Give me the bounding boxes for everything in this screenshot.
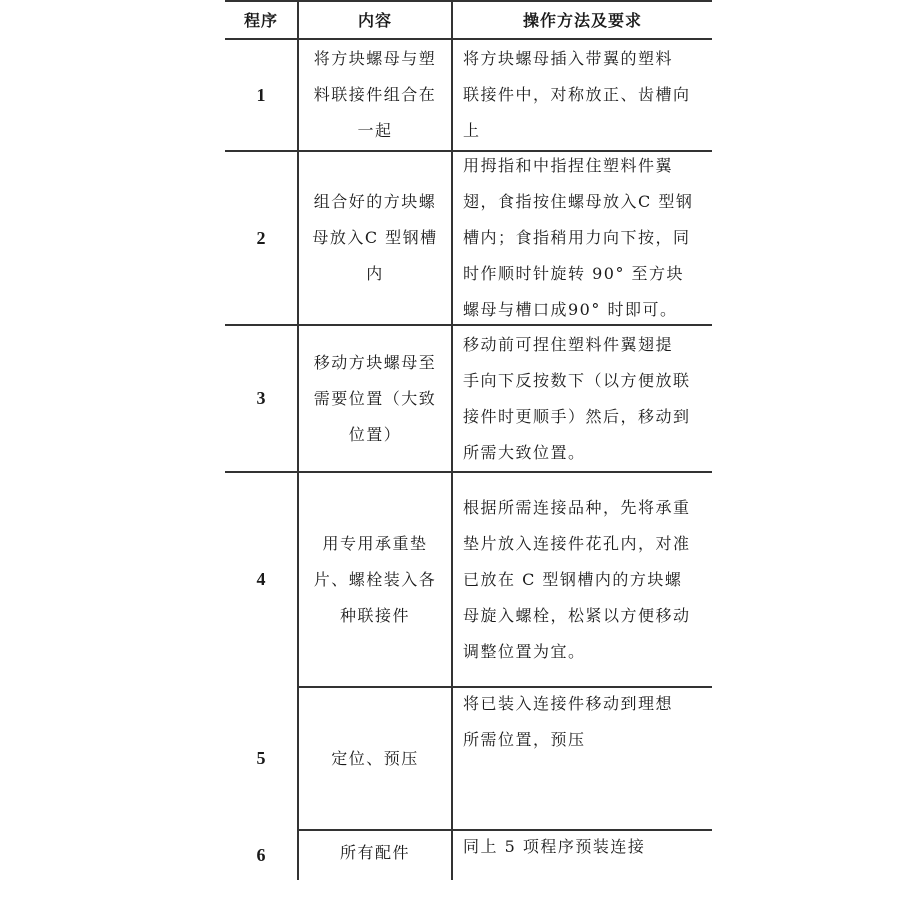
row-step-number: 3 <box>256 388 266 408</box>
row-method: 将方块螺母插入带翼的塑料 联接件中，对称放正、齿槽向 上 <box>463 49 691 140</box>
row-content: 所有配件 <box>339 843 410 862</box>
row-method: 同上 5 项程序预装连接 <box>463 837 646 856</box>
header-content: 内容 <box>357 10 392 30</box>
row-method: 根据所需连接品种，先将承重 垫片放入连接件花孔内，对准 已放在 C 型钢槽内的方块螺 母旋入螺栓，松紧以方便移动 调整位置为宜。 <box>463 497 691 661</box>
row-content: 定位、预压 <box>331 748 419 768</box>
row-step-number: 6 <box>256 845 266 865</box>
column-divider <box>451 0 453 880</box>
row-method: 移动前可捏住塑料件翼翅提 手向下反按数下（以方便放联 接件时更顺手）然后，移动到 所需大致位置。 <box>463 334 691 462</box>
procedure-table <box>225 0 712 880</box>
row-method: 将已装入连接件移动到理想 所需位置，预压 <box>463 694 674 749</box>
row-content: 将方块螺母与塑 料联接件组合在 一起 <box>313 49 437 140</box>
row-method: 用拇指和中指捏住塑料件翼 翅，食指按住螺母放入C 型钢 槽内；食指稍用力向下按，同 时作顺时针旋转 90° 至方块 螺母与槽口成90° 时即可。 <box>463 156 694 319</box>
row-content: 组合好的方块螺 母放入C 型钢槽 内 <box>312 192 438 283</box>
header-method: 操作方法及要求 <box>522 10 642 30</box>
row-step-number: 1 <box>256 84 266 105</box>
row-step-number: 4 <box>256 569 266 589</box>
row-step-number: 5 <box>256 748 266 768</box>
row-content: 移动方块螺母至 需要位置（大致 位置） <box>313 352 437 444</box>
header-step: 程序 <box>243 10 278 30</box>
row-step-number: 2 <box>256 227 266 248</box>
row-content: 用专用承重垫 片、螺栓装入各 种联接件 <box>313 533 437 625</box>
